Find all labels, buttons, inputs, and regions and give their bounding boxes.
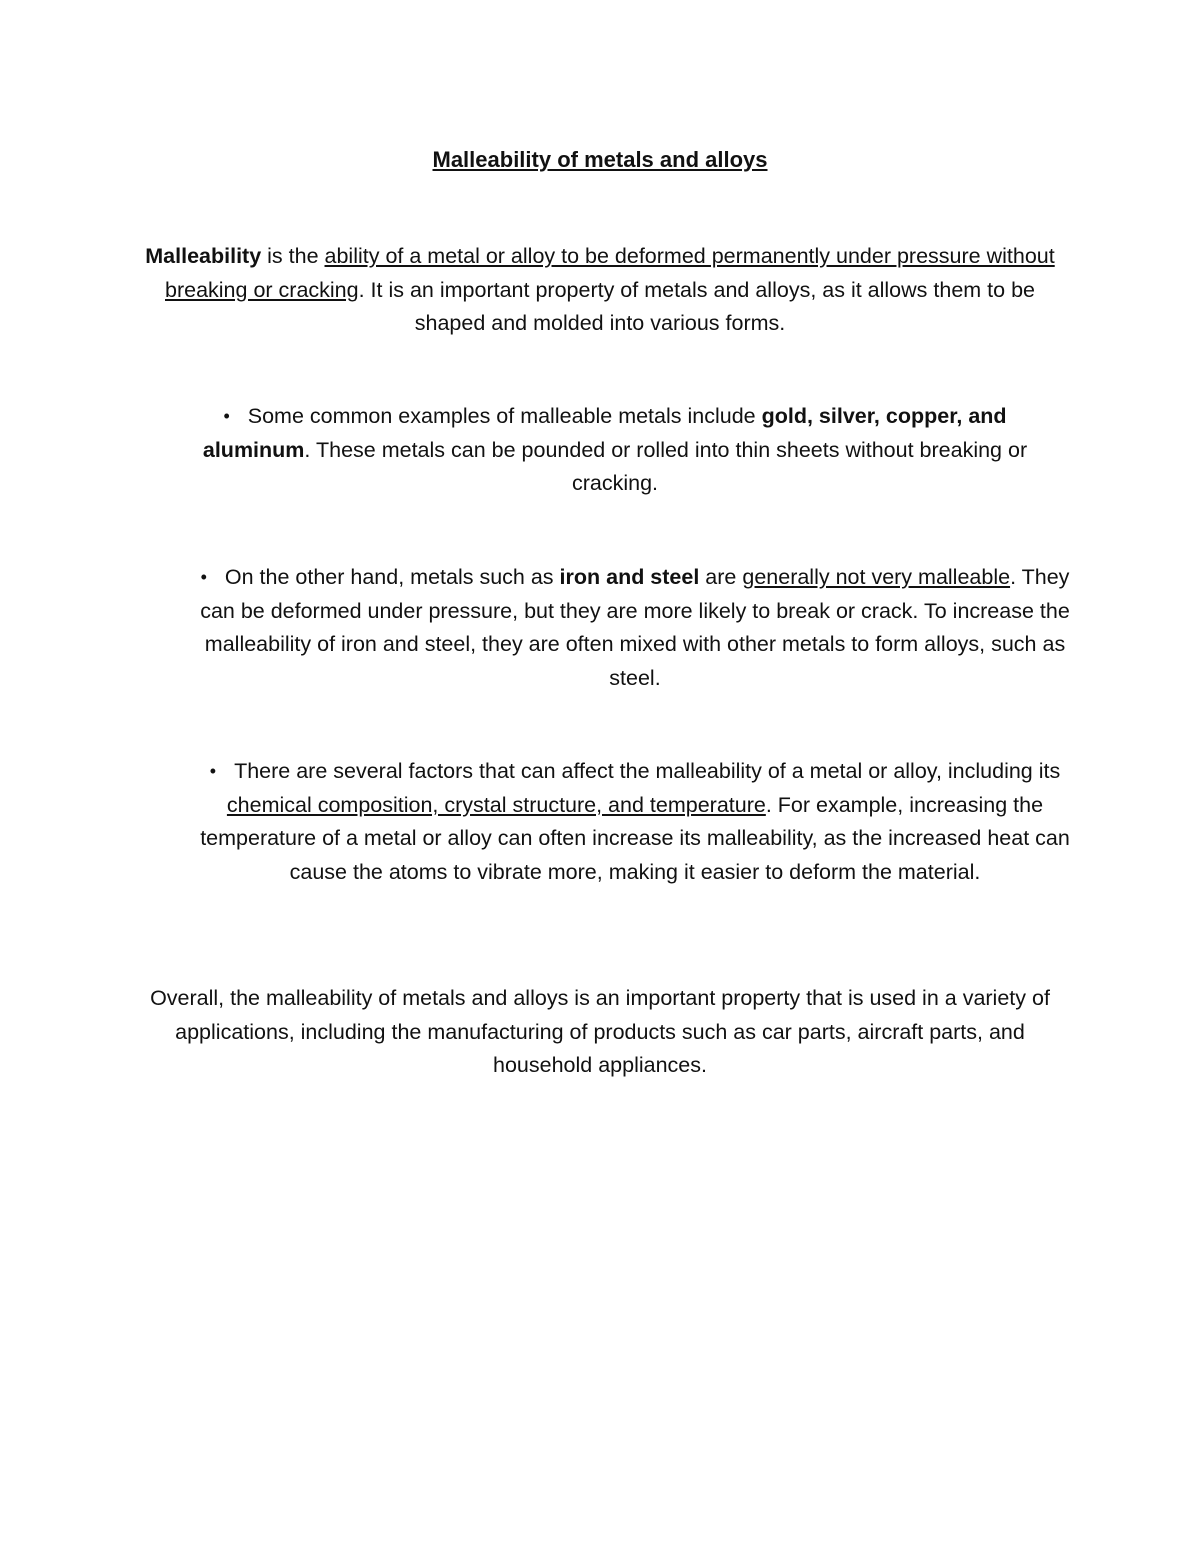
bullet-item-factors [200, 755, 1070, 889]
intro-paragraph [130, 240, 1070, 341]
intro-definition: ability of a metal or alloy to be deformed permanently under pressure without breaking or cracking [165, 244, 1055, 302]
bullet-1-text-2: . These metals can be pounded or rolled into thin sheets without breaking or cracking. [304, 437, 1028, 495]
document-title: Malleability of metals and alloys [432, 147, 768, 172]
bullet-2-text-1: On the other hand, metals such as [224, 565, 560, 589]
bullet-dot-icon: • [200, 567, 207, 587]
bullet-1-text-1: Some common examples of malleable metals include [247, 404, 762, 428]
bullet-3-factors: chemical composition, crystal structure, and temperature [226, 792, 766, 817]
bullet-dot-icon: • [223, 406, 230, 426]
bullet-2-emphasis: generally not very malleable [742, 565, 1011, 589]
bullet-3-text-1: There are several factors that can affect the malleability of a metal or alloy, including its [234, 759, 1061, 783]
bullet-item-malleable-examples [190, 400, 1040, 501]
bullet-2-metals: iron and steel [559, 565, 700, 589]
intro-text-1: is the [261, 244, 325, 268]
conclusion-paragraph: Overall, the malleability of metals and alloys is an important property that is used in a variety of applications, including the manufacturing of products such as car parts, aircraft parts, and household appliances. [150, 986, 1050, 1077]
bullet-3-text-2: . For example, increasing the temperature of a metal or alloy can often increase its malleability, as the increased heat can cause the atoms to vibrate more, making it easier to deform the material. [200, 792, 1070, 884]
intro-text-2: . It is an important property of metals and alloys, as it allows them to be shaped and molded into various forms. [358, 277, 1035, 335]
bullet-item-iron-steel [200, 561, 1070, 695]
bullet-1-metals: gold, silver, copper, and aluminum [202, 404, 1007, 462]
intro-term: Malleability [145, 244, 262, 268]
bullet-2-text-3: . They can be deformed under pressure, but they are more likely to break or crack. To increase the malleability of iron and steel, they are often mixed with other metals to form alloys, such as steel. [200, 565, 1070, 690]
bullet-2-text-2: are [699, 565, 743, 589]
bullet-dot-icon: • [209, 761, 217, 781]
